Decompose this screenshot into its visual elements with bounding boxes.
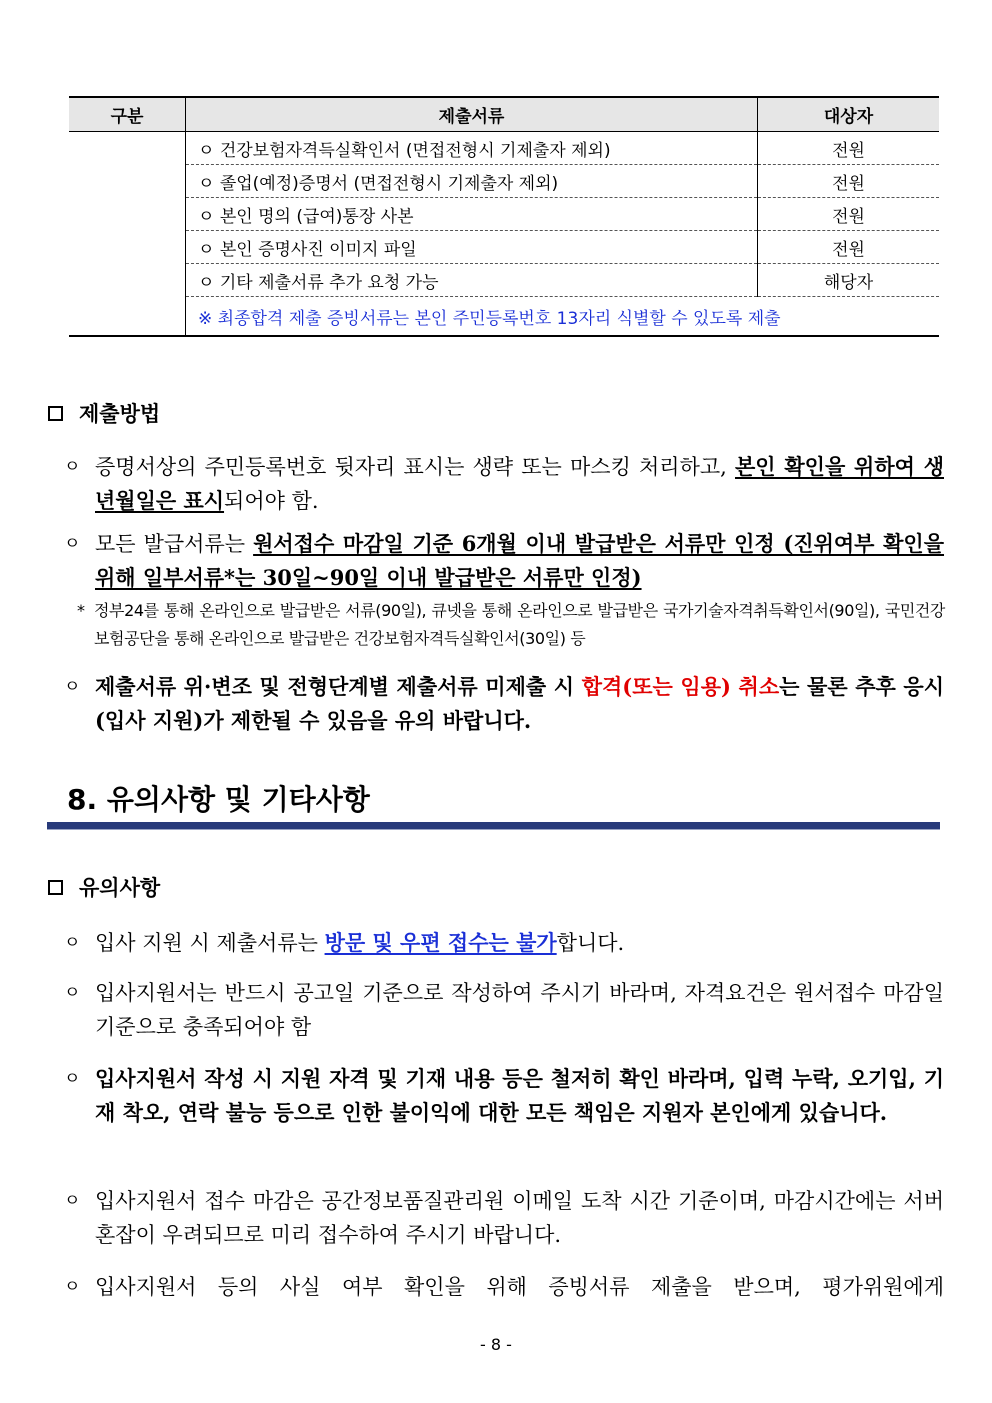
- list-item: [64, 976, 944, 1044]
- section-heading-text: 유의사항: [79, 876, 161, 900]
- bullet-icon: ㅇ: [64, 1069, 81, 1089]
- table-header-row: [69, 97, 939, 132]
- table-row: [69, 231, 939, 264]
- chapter-title: 8. 유의사항 및 기타사항: [67, 783, 370, 816]
- item-text: 입사지원서 등의 사실 여부 확인을 위해 증빙서류 제출을 받으며, 평가위원에게: [95, 1275, 944, 1299]
- list-item: [64, 926, 944, 960]
- doc-cell: ㅇ 본인 증명사진 이미지 파일: [186, 231, 758, 264]
- checkbox-square-icon: [48, 406, 63, 421]
- item-text: 입사지원서 접수 마감은 공간정보품질관리원 이메일 도착 시간 기준이며, 마감시간에는 서버 혼잡이 우려되므로 미리 접수하여 주시기 바랍니다.: [95, 1189, 944, 1247]
- bullet-icon: ㅇ: [64, 1277, 81, 1297]
- target-cell: 전원: [758, 165, 940, 198]
- item-text: 모든 발급서류는: [95, 532, 254, 556]
- header-category: 구분: [69, 97, 186, 132]
- bullet-icon: ㅇ: [64, 534, 81, 554]
- doc-cell: ㅇ 건강보험자격득실확인서 (면접전형시 기제출자 제외): [186, 132, 758, 165]
- table-note-row: [69, 297, 939, 337]
- doc-cell: ㅇ 기타 제출서류 추가 요청 가능: [186, 264, 758, 297]
- item-text: 입사 지원 시 제출서류는: [95, 931, 325, 955]
- item-warning: 합격(또는 임용) 취소: [581, 674, 780, 699]
- list-item: [64, 527, 944, 595]
- item-emphasis: 방문 및 우편 접수는 불가: [324, 930, 557, 955]
- item-emphasis: 본인 확인을 위하여 생년월일은 표시: [95, 454, 944, 513]
- section-heading-text: 제출방법: [79, 402, 161, 426]
- page-number: - 8 -: [480, 1335, 512, 1354]
- category-cell: [69, 132, 186, 337]
- doc-cell: ㅇ 졸업(예정)증명서 (면접전형시 기제출자 제외): [186, 165, 758, 198]
- section-heading-submit-method: [48, 398, 160, 428]
- header-target: 대상자: [758, 97, 940, 132]
- item-text: 입사지원서는 반드시 공고일 기준으로 작성하여 주시기 바라며, 자격요건은 원서접수 마감일 기준으로 충족되어야 함: [95, 981, 944, 1039]
- footnote: [77, 597, 945, 653]
- list-item: [64, 670, 944, 738]
- table-row: [69, 132, 939, 165]
- list-item: [64, 1062, 944, 1130]
- target-cell: 전원: [758, 198, 940, 231]
- table-row: [69, 198, 939, 231]
- list-item: [64, 1270, 944, 1304]
- target-cell: 전원: [758, 132, 940, 165]
- item-text: 증명서상의 주민등록번호 뒷자리 표시는 생략 또는 마스킹 처리하고,: [95, 455, 736, 479]
- bullet-icon: ㅇ: [64, 1191, 81, 1211]
- checkbox-square-icon: [48, 880, 63, 895]
- item-tail: 는 물론 추후 응시(입사 지원)가 제한될 수 있음을 유의 바랍니다.: [95, 674, 945, 733]
- table-row: [69, 165, 939, 198]
- list-item: [64, 450, 944, 518]
- footnote-marker: *: [77, 601, 85, 620]
- item-text: 제출서류 위·변조 및 전형단계별 제출서류 미제출 시: [95, 674, 582, 699]
- bullet-icon: ㅇ: [64, 983, 81, 1003]
- item-tail: 되어야 함.: [224, 489, 319, 513]
- section-heading-cautions: [48, 872, 160, 902]
- chapter-divider: [47, 822, 940, 829]
- target-cell: 해당자: [758, 264, 940, 297]
- bullet-icon: ㅇ: [64, 933, 81, 953]
- item-tail: 합니다.: [556, 931, 625, 955]
- documents-table: [69, 96, 939, 337]
- item-emphasis: 원서접수 마감일 기준 6개월 이내 발급받은 서류만 인정 (진위여부 확인을 위해 일부서류*는 30일~90일 이내 발급받은 서류만 인정): [95, 531, 945, 590]
- list-item: [64, 1184, 944, 1252]
- item-text: 입사지원서 작성 시 지원 자격 및 기재 내용 등은 철저히 확인 바라며, 입력 누락, 오기입, 기재 착오, 연락 불능 등으로 인한 불이익에 대한 모든 책임은 지원자 본인에게 있습니다.: [95, 1066, 944, 1125]
- table-row: [69, 264, 939, 297]
- footnote-text: 정부24를 통해 온라인으로 발급받은 서류(90일), 큐넷을 통해 온라인으로 발급받은 국가기술자격취득확인서(90일), 국민건강보험공단을 통해 온라인으로 발급받은 건강보험자격득실확인서(30일) 등: [94, 601, 945, 648]
- header-documents: 제출서류: [186, 97, 758, 132]
- table-note: ※ 최종합격 제출 증빙서류는 본인 주민등록번호 13자리 식별할 수 있도록 제출: [186, 297, 940, 337]
- target-cell: 전원: [758, 231, 940, 264]
- bullet-icon: ㅇ: [64, 457, 81, 477]
- doc-cell: ㅇ 본인 명의 (급여)통장 사본: [186, 198, 758, 231]
- chapter-divider-shadow: [47, 829, 940, 830]
- bullet-icon: ㅇ: [64, 677, 81, 697]
